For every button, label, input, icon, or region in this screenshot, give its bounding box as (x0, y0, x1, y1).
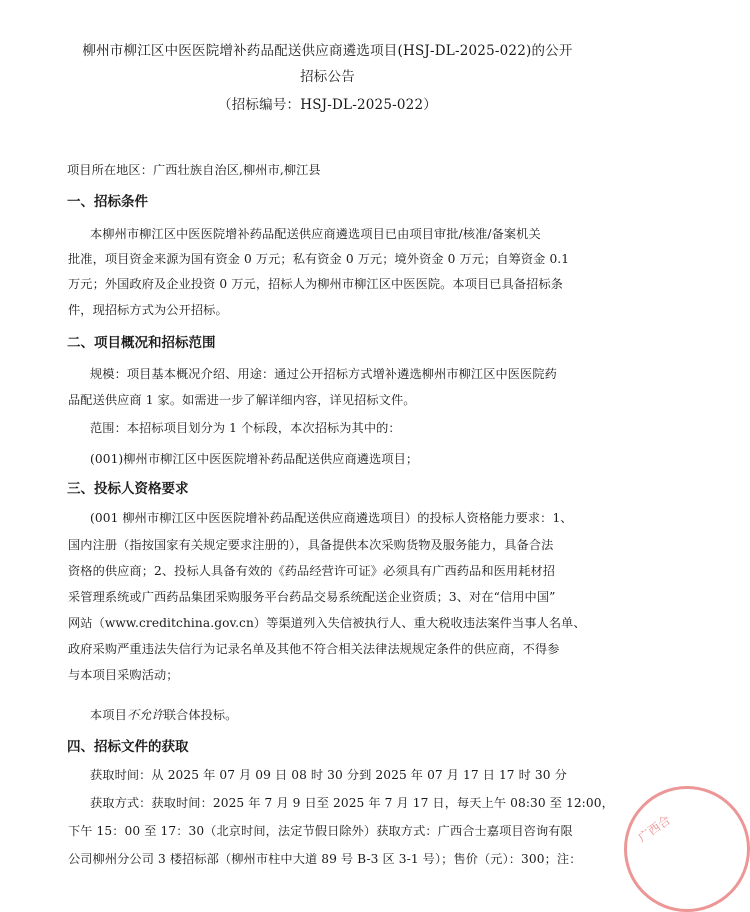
consortium-note-suffix: 联合体投标。 (163, 708, 238, 722)
section3-line3: 资格的供应商；2、投标人具备有效的《药品经营许可证》必须具有广西药品和医用耗材招 (68, 564, 556, 578)
section2-line1: 规模：项目基本概况介绍、用途：通过公开招标方式增补遴选柳州市柳江区中医医院药 (90, 367, 557, 381)
section4-line3: 下午 15：00 至 17：30（北京时间，法定节假日除外）获取方式：广西合士嘉项目咨询有限 (68, 824, 573, 838)
section3-line1: (001 柳州市柳江区中医医院增补药品配送供应商遴选项目）的投标人资格能力要求：1、 (90, 511, 573, 525)
section-heading-obtain-documents: 四、招标文件的获取 (67, 739, 189, 755)
tender-number: （招标编号：HSJ-DL-2025-022） (218, 97, 437, 113)
consortium-note (90, 707, 610, 723)
section3-line5: 网站（www.creditchina.gov.cn）等渠道列入失信被执行人、重大税收违法案件当事人名单、 (68, 616, 586, 630)
section2-line4: (001)柳州市柳江区中医医院增补药品配送供应商遴选项目； (90, 452, 419, 466)
announcement-title-line1: 柳州市柳江区中医医院增补药品配送供应商遴选项目(HSJ-DL-2025-022)的公开 (82, 43, 573, 59)
section4-line1: 获取时间：从 2025 年 07 月 09 日 08 时 30 分到 2025 年 07 月 17 日 17 时 30 分 (90, 768, 567, 782)
section1-line2: 批准，项目资金来源为国有资金 0 万元；私有资金 0 万元；境外资金 0 万元；自筹资金 0.1 (68, 252, 570, 266)
company-seal (624, 786, 750, 912)
project-location: 项目所在地区：广西壮族自治区,柳州市,柳江县 (67, 163, 321, 177)
company-seal-text: 广西合 (635, 812, 674, 845)
section3-line2: 国内注册（指按国家有关规定要求注册的），具备提供本次采购货物及服务能力，具备合法 (68, 538, 554, 552)
section-heading-bidder-qualifications: 三、投标人资格要求 (67, 481, 189, 497)
section2-line3: 范围：本招标项目划分为 1 个标段，本次招标为其中的： (90, 421, 401, 435)
section3-line4: 采管理系统或广西药品集团采购服务平台药品交易系统配送企业资质；3、对在“信用中国” (68, 590, 556, 604)
section1-line4: 件，现招标方式为公开招标。 (68, 303, 228, 317)
consortium-note-prefix: 本项目 (90, 708, 127, 722)
section-heading-bidding-conditions: 一、招标条件 (67, 194, 148, 210)
section3-line6: 政府采购严重违法失信行为记录名单及其他不符合相关法律法规规定条件的供应商，不得参 (68, 642, 560, 656)
section4-line4: 公司柳州分公司 3 楼招标部（柳州市柱中大道 89 号 B-3 区 3-1 号）；售价（元）：300；注： (68, 852, 582, 866)
section1-line3: 万元；外国政府及企业投资 0 万元，招标人为柳州市柳江区中医医院。本项目已具备招标条 (68, 277, 564, 291)
consortium-note-emphasis: 不允许 (126, 708, 164, 722)
section4-line2: 获取方式：获取时间：2025 年 7 月 9 日至 2025 年 7 月 17 日，每天上午 08:30 至 12:00， (90, 796, 614, 810)
section-heading-project-overview: 二、项目概况和招标范围 (67, 335, 216, 351)
section2-line2: 品配送供应商 1 家。如需进一步了解详细内容，详见招标文件。 (68, 393, 416, 407)
section1-line1: 本柳州市柳江区中医医院增补药品配送供应商遴选项目已由项目审批/核准/备案机关 (90, 227, 541, 241)
announcement-title-line2: 招标公告 (300, 69, 355, 85)
section3-line7: 与本项目采购活动； (68, 668, 179, 682)
